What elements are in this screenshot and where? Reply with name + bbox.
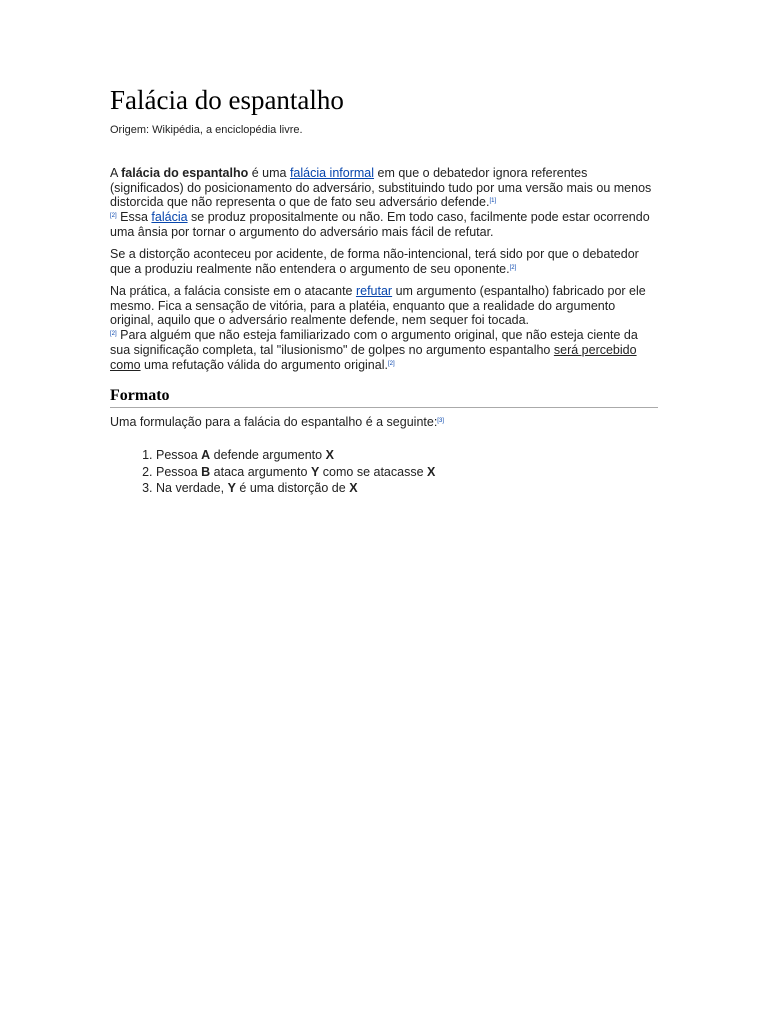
link-falacia[interactable]: falácia (151, 210, 188, 225)
underlined-text: será percebido como (110, 342, 637, 372)
bold-term: X (325, 448, 334, 462)
text-span: Uma formulação para a falácia do espantalho é a seguinte: (110, 415, 438, 429)
reference-link[interactable]: [2] (387, 360, 395, 367)
practice-paragraph (110, 284, 658, 372)
reference-link[interactable]: [2] (110, 331, 117, 338)
bold-term: Y (227, 481, 236, 495)
text-span: Essa (116, 210, 152, 225)
text-span: defende argumento (210, 448, 326, 462)
text-span: Se a distorção aconteceu por acidente, de forma não-intencional, terá sido por que o debatedor que a produziu realmente não entendera o argumento de seu oponente. (110, 247, 639, 276)
list-item (156, 480, 435, 497)
bold-term: X (427, 464, 436, 479)
text-span: Na prática, a falácia consiste em o atacante (110, 284, 356, 298)
list-item (156, 464, 435, 481)
bold-term: B (201, 464, 211, 479)
bold-term: Y (310, 464, 320, 479)
text-span: é uma (248, 166, 290, 180)
link-refutar[interactable]: refutar (355, 284, 393, 298)
reference-link[interactable]: [2] (110, 213, 117, 220)
text-span: Pessoa (156, 464, 202, 479)
text-span: Na verdade, (156, 481, 228, 495)
link-falacia-informal[interactable]: falácia informal (289, 166, 375, 180)
bold-term: falácia do espantalho (121, 166, 249, 180)
text-span: um argumento (espantalho) fabricado por ele mesmo. Fica a sensação de vitória, para a platéia, enquanto que a realidade do argumento original, aquilo que o adversário realmente defende, nem sequer foi tocada. (110, 284, 646, 328)
text-span: como se atacasse (319, 464, 428, 479)
format-steps-list (110, 447, 435, 497)
text-span: se produz propositalmente ou não. Em todo caso, facilmente pode estar ocorrendo uma ânsia por tornar o argumento do adversário mais fácil de refutar. (110, 210, 650, 239)
text-span: Para alguém que não esteja familiarizado com o argumento original, que não esteja ciente da sua significação completa, tal "ilusionismo" de golpes no argumento espantalho (110, 328, 638, 357)
text-span: A (110, 166, 122, 180)
text-span: em que o debatedor ignora referentes (significados) do posicionamento do adversário, substituindo tudo por uma versão mais ou menos distorcida que não representa o que de fato seu adversário defende. (110, 166, 652, 210)
text-span: é uma distorção de (235, 481, 350, 495)
page-title: Falácia do espantalho (110, 85, 344, 115)
text-span: Pessoa (156, 448, 202, 462)
reference-link[interactable]: [3] (437, 418, 444, 424)
text-span: ataca argumento (210, 464, 311, 479)
reference-link[interactable]: [2] (509, 264, 517, 271)
list-item (156, 447, 435, 464)
bold-term: X (349, 481, 358, 495)
accident-paragraph (110, 247, 658, 276)
text-span: uma refutação válida do argumento original. (140, 357, 388, 372)
section-heading-formato: Formato (110, 386, 658, 408)
bold-term: A (201, 448, 211, 462)
reference-link[interactable]: [1] (489, 198, 497, 205)
format-intro (110, 415, 658, 430)
origin-line: Origem: Wikipédia, a enciclopédia livre. (110, 124, 303, 136)
intro-paragraph (110, 166, 658, 240)
